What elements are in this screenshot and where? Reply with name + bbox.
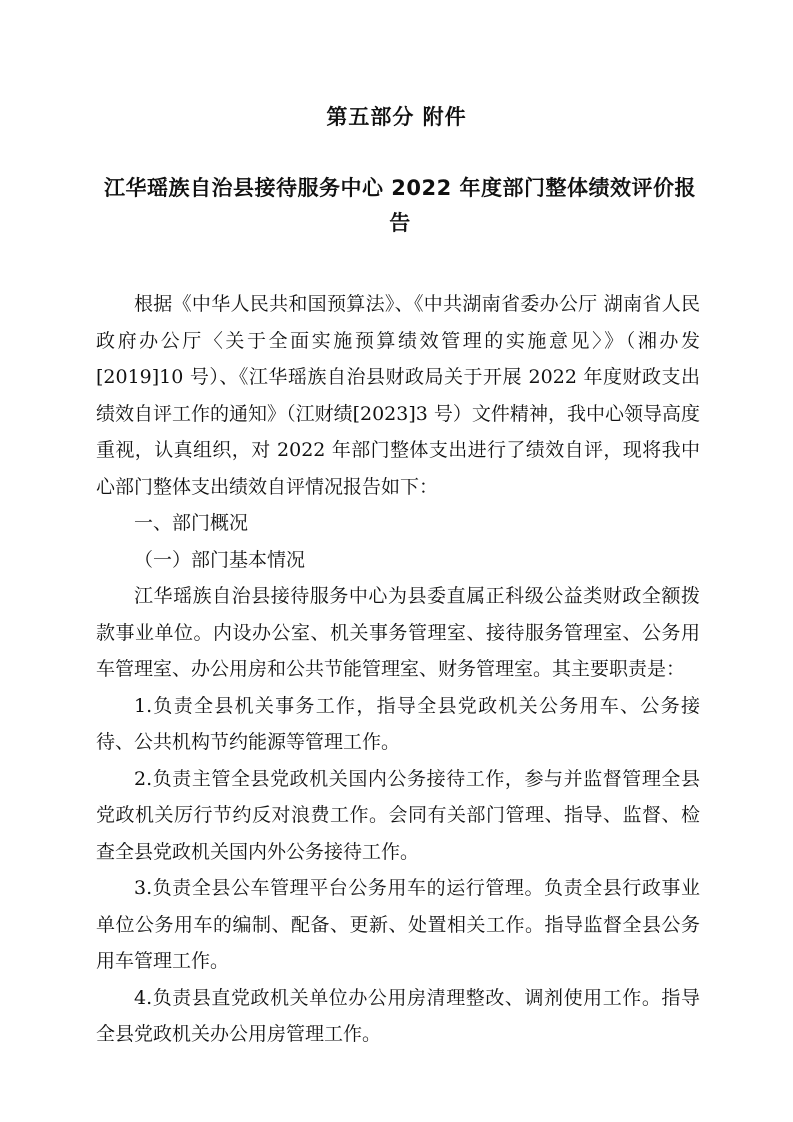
duty-item-1: 1.负责全县机关事务工作，指导全县党政机关公务用车、公务接待、公共机构节约能源等管理工作。	[96, 694, 700, 753]
report-body	[96, 286, 700, 1053]
intro-paragraph: 根据《中华人民共和国预算法》、《中共湖南省委办公厅 湖南省人民政府办公厅〈关于全面实施预算绩效管理的实施意见〉》（湘办发[2019]10 号）、《江华瑶族自治县财政局关于开展 2022 年度财政支出绩效自评工作的通知》（江财绩[2023]3 号）文件精神，我中心领导高度重视，认真组织，对 2022 年部门整体支出进行了绩效自评，现将我中心部门整体支出绩效自评情况报告如下：	[96, 293, 700, 498]
heading-department-overview: 一、部门概况	[134, 512, 249, 534]
duty-item-3: 3.负责全县公车管理平台公务用车的运行管理。负责全县行政事业单位公务用车的编制、配备、更新、处置相关工作。指导监督全县公务用车管理工作。	[96, 877, 700, 972]
duty-item-2: 2.负责主管全县党政机关国内公务接待工作，参与并监督管理全县党政机关厉行节约反对浪费工作。会同有关部门管理、指导、监督、检查全县党政机关国内外公务接待工作。	[96, 767, 700, 863]
paragraph-unit-description: 江华瑶族自治县接待服务中心为县委直属正科级公益类财政全额拨款事业单位。内设办公室、机关事务管理室、接待服务管理室、公务用车管理室、办公用房和公共节能管理室、财务管理室。其主要职责是：	[96, 585, 700, 680]
duty-item-4: 4.负责县直党政机关单位办公用房清理整改、调剂使用工作。指导全县党政机关办公用房管理工作。	[96, 986, 700, 1045]
report-title: 江华瑶族自治县接待服务中心 2022 年度部门整体绩效评价报告	[103, 176, 697, 235]
heading-basic-info: （一）部门基本情况	[134, 548, 306, 571]
section-heading: 第五部分 附件	[326, 105, 467, 129]
